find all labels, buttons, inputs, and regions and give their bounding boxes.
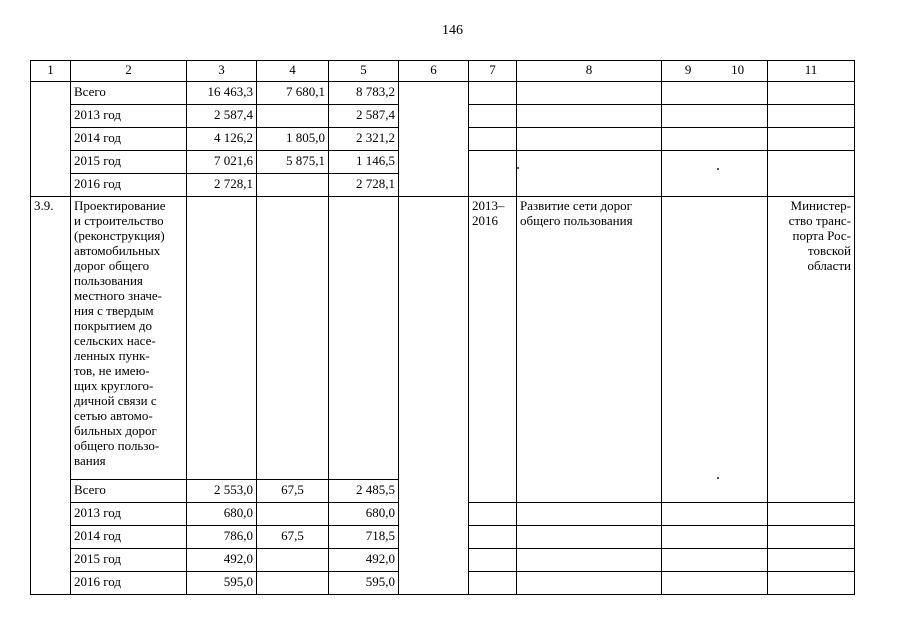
col11-cell [768, 82, 855, 105]
value-col4 [257, 503, 329, 526]
header-cell: 3 [187, 61, 257, 82]
row-label: 2015 год [71, 151, 187, 174]
executor-line: ство транс- [788, 213, 851, 228]
col8-cell [517, 572, 662, 595]
header-row [31, 61, 855, 82]
value-col5: 2 321,2 [329, 128, 399, 151]
col6-cell [399, 197, 469, 595]
col8-cell [517, 549, 662, 572]
value-col3: 4 126,2 [187, 128, 257, 151]
header-cell: 7 [469, 61, 517, 82]
col9-10-cell [662, 128, 768, 151]
item-title-line: и строительство [74, 213, 164, 228]
item-title-line: сельских насе- [74, 333, 156, 348]
col7-cell [469, 503, 517, 526]
value-col3: 16 463,3 [187, 82, 257, 105]
header-cell: 6 [399, 61, 469, 82]
header-cell: 2 [71, 61, 187, 82]
col7-cell [469, 128, 517, 151]
value-col5: 718,5 [329, 526, 399, 549]
value-col5: 2 587,4 [329, 105, 399, 128]
col11-cell [768, 151, 855, 197]
col8-cell [517, 151, 662, 197]
header-cell-9-10 [662, 61, 768, 82]
responsible-executor [768, 197, 855, 503]
col8-cell [517, 82, 662, 105]
col11-cell [768, 526, 855, 549]
row-label: 2014 год [71, 128, 187, 151]
executor-line: области [807, 258, 851, 273]
row-label: Всего [71, 82, 187, 105]
col7-cell [469, 151, 517, 197]
header-cell: 1 [31, 61, 71, 82]
value-col4 [257, 174, 329, 197]
executor-line: Министер- [790, 198, 851, 213]
item-title-line: пользования [74, 273, 143, 288]
value-col3: 595,0 [187, 572, 257, 595]
value-col5: 8 783,2 [329, 82, 399, 105]
item-title-line: Проектирование [74, 198, 166, 213]
col9-10-cell [662, 503, 768, 526]
value-col4: 67,5 [257, 526, 329, 549]
item-title-line: ленных пунк- [74, 348, 150, 363]
result-line: Развитие сети дорог [520, 198, 632, 213]
scan-speck [717, 477, 719, 479]
value-col5: 492,0 [329, 549, 399, 572]
col7-cell [469, 549, 517, 572]
item-title-row [31, 197, 855, 480]
header-cell: 9 [684, 62, 692, 77]
item-title-line: общего пользо- [74, 438, 160, 453]
col6-cell [399, 82, 469, 197]
value-col4: 7 680,1 [257, 82, 329, 105]
col7-cell [469, 526, 517, 549]
col9-10-cell [662, 572, 768, 595]
value-col5: 2 728,1 [329, 174, 399, 197]
col11-cell [768, 105, 855, 128]
value-col3: 680,0 [187, 503, 257, 526]
result-line: общего пользования [520, 213, 633, 228]
col7-cell [469, 82, 517, 105]
col9-10-cell [662, 197, 768, 503]
item-title-line: местного значе- [74, 288, 162, 303]
row-label: Всего [71, 480, 187, 503]
value-col4 [257, 105, 329, 128]
row-label: 2016 год [71, 174, 187, 197]
row-label: 2016 год [71, 572, 187, 595]
period-line: 2016 [472, 213, 498, 228]
col8-cell [517, 526, 662, 549]
header-cell: 8 [517, 61, 662, 82]
item-title-line: тов, не имею- [74, 363, 150, 378]
col11-cell [768, 572, 855, 595]
value-col3: 7 021,6 [187, 151, 257, 174]
col7-cell [469, 105, 517, 128]
value-col3: 2 728,1 [187, 174, 257, 197]
program-table [30, 60, 855, 595]
col9-10-cell [662, 526, 768, 549]
item-title-line: щих круглого- [74, 378, 154, 393]
period-line: 2013– [472, 198, 505, 213]
value-col3: 2 553,0 [187, 480, 257, 503]
value-col4 [257, 197, 329, 480]
value-col4: 67,5 [257, 480, 329, 503]
col9-10-cell [662, 549, 768, 572]
scan-speck [717, 168, 719, 170]
col7-cell [469, 572, 517, 595]
header-cell: 5 [329, 61, 399, 82]
value-col4: 1 805,0 [257, 128, 329, 151]
value-col3: 2 587,4 [187, 105, 257, 128]
row-label: 2013 год [71, 503, 187, 526]
header-cell: 10 [731, 62, 745, 77]
expected-result [517, 197, 662, 503]
col9-10-cell [662, 151, 768, 197]
value-col3 [187, 197, 257, 480]
value-col4: 5 875,1 [257, 151, 329, 174]
value-col5: 2 485,5 [329, 480, 399, 503]
header-cell: 11 [768, 61, 855, 82]
col8-cell [517, 503, 662, 526]
col11-cell [768, 503, 855, 526]
value-col4 [257, 572, 329, 595]
header-cell: 4 [257, 61, 329, 82]
col9-10-cell [662, 82, 768, 105]
table-row [31, 82, 855, 105]
item-title-line: покрытием до [74, 318, 153, 333]
scan-speck [517, 167, 519, 169]
value-col5 [329, 197, 399, 480]
item-title-line: дичной связи с [74, 393, 157, 408]
value-col3: 786,0 [187, 526, 257, 549]
value-col5: 680,0 [329, 503, 399, 526]
row-label: 2013 год [71, 105, 187, 128]
col9-10-cell [662, 105, 768, 128]
item-title-line: (реконструкция) [74, 228, 165, 243]
implementation-period [469, 197, 517, 503]
item-title [71, 197, 187, 480]
row-label: 2014 год [71, 526, 187, 549]
value-col5: 595,0 [329, 572, 399, 595]
col11-cell [768, 128, 855, 151]
value-col4 [257, 549, 329, 572]
executor-line: товской [808, 243, 851, 258]
item-number-cell [31, 82, 71, 197]
col11-cell [768, 549, 855, 572]
value-col5: 1 146,5 [329, 151, 399, 174]
value-col3: 492,0 [187, 549, 257, 572]
col8-cell [517, 105, 662, 128]
item-title-line: дорог общего [74, 258, 150, 273]
page-number: 146 [442, 23, 463, 38]
item-title-line: бильных дорог [74, 423, 157, 438]
executor-line: порта Рос- [792, 228, 851, 243]
item-title-line: автомобильных [74, 243, 161, 258]
item-title-line: ния с твердым [74, 303, 154, 318]
item-title-line: сетью автомо- [74, 408, 153, 423]
row-label: 2015 год [71, 549, 187, 572]
item-number: 3.9. [31, 197, 71, 595]
col8-cell [517, 128, 662, 151]
item-title-line: вания [74, 453, 106, 468]
